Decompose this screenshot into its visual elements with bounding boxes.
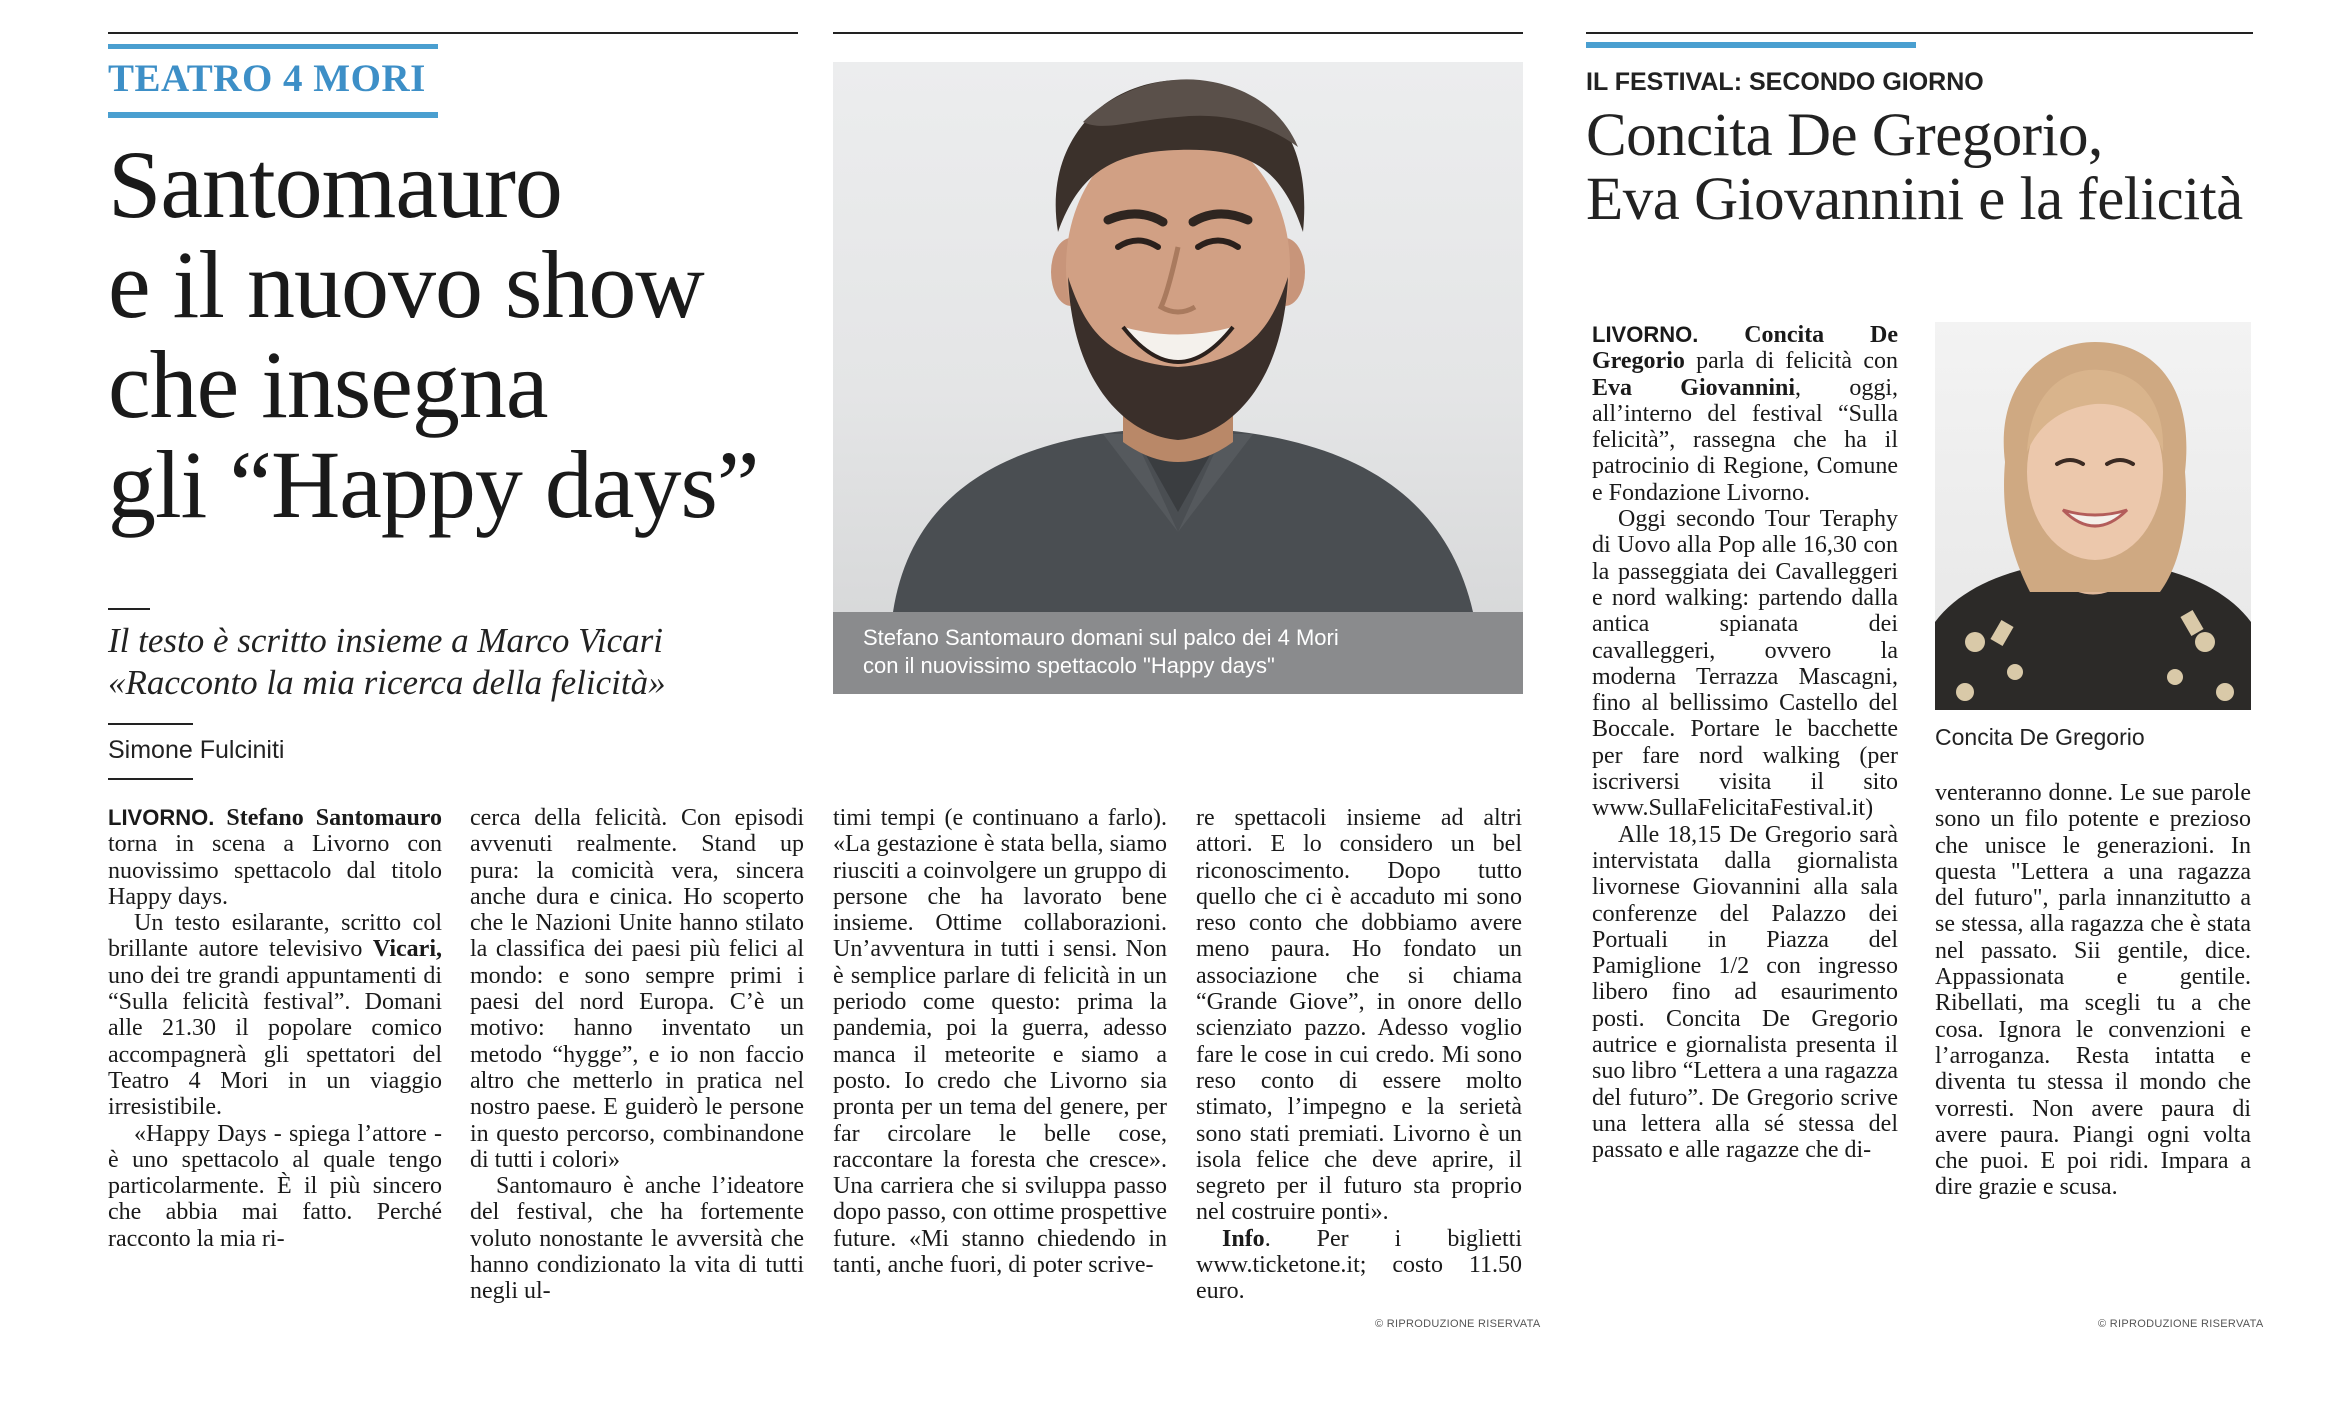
article-headline: Santomauro e il nuovo show che insegna gli “Happy days” (108, 131, 759, 538)
photo-caption: Stefano Santomauro domani sul palco dei 4 Mori con il nuovissimo spettacolo "Happy days" (833, 612, 1523, 694)
section-kicker: TEATRO 4 MORI (108, 57, 426, 100)
right-kicker-bar (1586, 42, 1916, 48)
subhead-rule (108, 608, 150, 610)
top-rule-mid (833, 32, 1523, 34)
byline-rule-bottom (108, 778, 193, 780)
portrait-illustration-2 (1935, 322, 2251, 710)
byline-rule-top (108, 723, 193, 725)
article-byline: Simone Fulciniti (108, 736, 285, 764)
right-photo-caption: Concita De Gregorio (1935, 724, 2145, 750)
copyright-left: © RIPRODUZIONE RISERVATA (1375, 1318, 1541, 1330)
de-gregorio-photo (1935, 322, 2251, 710)
right-article-headline: Concita De Gregorio, Eva Giovannini e la felicità (1586, 102, 2243, 233)
right-body-column-1: LIVORNO. Concita De Gregorio parla di felicità con Eva Giovannini, oggi, all’interno del festival “Sulla felicità”, rassegna che ha il patrocinio di Regione, Comune e Fondazione Livorno. Oggi secondo Tour Teraphy di Uovo alla Pop alle 16,30 con la passeggiata dei Cavalleggeri e nord walking: partendo dalla antica spianata dei cavalleggeri, ovvero la moderna Terrazza Mascagni, fino al bellissimo Castello del Boccale. Portare le bacchette per fare nord walking (per iscriversi visita il sito www.SullaFelicitaFestival.it) Alle 18,15 De Gregorio sarà intervistata dalla giornalista livornese Giovannini alla sala conferenze del Palazzo dei Portuali in Piazza del Pamiglione 1/2 con ingresso libero fino ad esaurimento posti. Concita De Gregorio autrice e giornalista presenta il suo libro “Lettera a una ragazza del futuro”. De Gregorio scrive una lettera alla sé stessa del passato e alle ragazze che di- (1592, 322, 1898, 1164)
body-column-4: re spettacoli insieme ad altri attori. E lo considero un bel riconoscimento. Dopo tutto quello che ci è accaduto mi sono reso conto che dobbiamo avere meno paura. Ho fondato un associazione che si chiama “Grande Giove”, in onore dello scienziato pazzo. Adesso voglio fare le cose in cui credo. Mi sono reso conto di essere molto stimato, l’impegno e la serietà sono stati premiati. Livorno è un isola felice che deve aprire, il segreto per il futuro sta proprio nel costruire ponti». Info. Per i biglietti www.ticketone.it; costo 11.50 euro. (1196, 805, 1522, 1305)
copyright-right: © RIPRODUZIONE RISERVATA (2098, 1318, 2264, 1330)
top-rule-left (108, 32, 798, 34)
kicker-bar-bottom (108, 112, 438, 118)
article-subhead: Il testo è scritto insieme a Marco Vicari «Racconto la mia ricerca della felicità» (108, 621, 666, 702)
portrait-illustration (833, 62, 1523, 612)
body-column-3: timi tempi (e continuano a farlo). «La gestazione è stata bella, siamo riusciti a coinvolgere un gruppo di persone che ha lavorato bene insieme. Ottime collaborazioni. Un’avventura in tutti i sensi. Non è semplice parlare di felicità in un periodo come questo: prima la pandemia, poi la guerra, adesso manca il meteorite e siamo a posto. Io credo che Livorno sia pronta per un tema del genere, per far circolare le belle cose, raccontare la foresta che cresce». Una carriera che si sviluppa passo dopo passo, con ottime prospettive future. «Mi stanno chiedendo in tanti, anche fuori, di poter scrive- (833, 805, 1167, 1279)
top-rule-right (1586, 32, 2253, 34)
kicker-bar-top (108, 44, 438, 49)
body-column-2: cerca della felicità. Con episodi avvenuti realmente. Stand up pura: la comicità vera, sincera anche dura e cinica. Ho scoperto che le Nazioni Unite hanno stilato la classifica dei paesi più felici al mondo: e sono sempre primi i paesi del nord Europa. C’è un motivo: hanno inventato un metodo “hygge”, e io non faccio altro che metterlo in pratica nel nostro paese. E guiderò le persone in questo percorso, combinandone di tutti i colori» Santomauro è anche l’ideatore del festival, che ha fortemente voluto nonostante le avversità che hanno condizionato la vita di tutti negli ul- (470, 805, 804, 1305)
body-column-1: LIVORNO. Stefano Santomauro torna in scena a Livorno con nuovissimo spettacolo dal titolo Happy days. Un testo esilarante, scritto col brillante autore televisivo Vicari, uno dei tre grandi appuntamenti di “Sulla felicità festival”. Domani alle 21.30 il popolare comico accompagnerà gli spettatori del Teatro 4 Mori in un viaggio irresistibile. «Happy Days - spiega l’attore - è uno spettacolo al quale tengo particolarmente. È il più sincero che abbia mai fatto. Perché racconto la mia ri- (108, 805, 443, 1252)
santomauro-photo (833, 62, 1523, 612)
right-body-column-2: venteranno donne. Le sue parole sono un filo potente e prezioso che unisce le generazioni. In questa "Lettera a una ragazza del futuro", parla innanzitutto a se stessa, alla ragazza che è stata nel passato. Sii gentile, dice. Appassionata e gentile. Ribellati, ma scegli tu a che cosa. Ignora le convenzioni e l’arroganza. Resta intatta e diventa tu stessa il mondo che vorresti. Non avere paura di avere paura. Piangi ogni volta che puoi. E poi ridi. Impara a dire grazie e scusa. (1935, 780, 2251, 1201)
right-section-kicker: IL FESTIVAL: SECONDO GIORNO (1586, 68, 1984, 96)
